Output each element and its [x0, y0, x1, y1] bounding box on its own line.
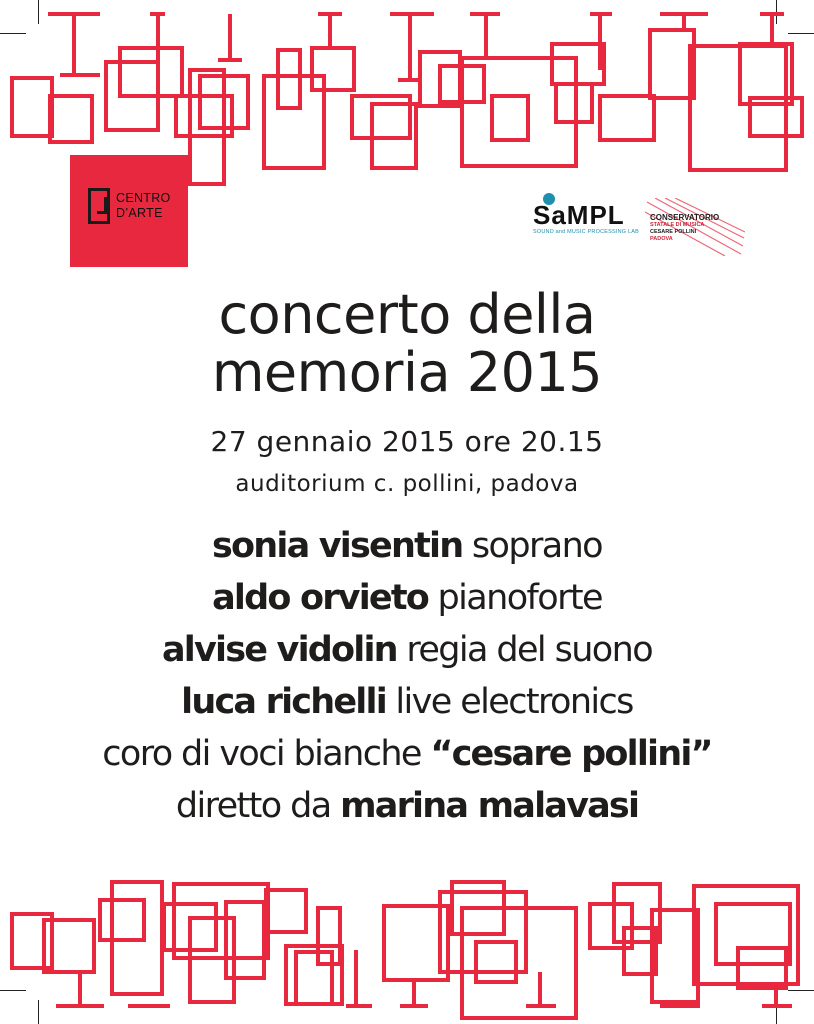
conservatorio-logo [645, 198, 745, 256]
bottom-decorative-squares [0, 860, 814, 1024]
performer-role: pianoforte [437, 578, 602, 618]
sampl-logo [533, 193, 643, 241]
centro-logo-line2: D’ARTE [116, 206, 163, 220]
choir-prefix: coro di voci bianche [102, 734, 421, 774]
performer-name: alvise vidolin [161, 630, 397, 670]
concert-title-line2: memoria 2015 [211, 341, 603, 404]
choir-name: “cesare pollini” [430, 734, 712, 774]
performer-name: aldo orvieto [212, 578, 429, 618]
performer-role: regia del suono [406, 630, 653, 670]
conductor-line [0, 780, 814, 832]
conservatorio-line2: STATALE DI MUSICA [650, 222, 705, 228]
centro-darte-logo [70, 155, 188, 267]
conductor-name: marina malavasi [340, 786, 639, 826]
performer-role: live electronics [395, 682, 633, 722]
choir-line [0, 728, 814, 780]
conservatorio-line1: CONSERVATORIO [650, 213, 720, 222]
conductor-prefix: diretto da [175, 786, 331, 826]
performer-line [0, 676, 814, 728]
concert-title [0, 283, 814, 404]
performer-name: luca richelli [181, 682, 386, 722]
centro-darte-logo-text [116, 191, 171, 221]
event-date-time: 27 gennaio 2015 ore 20.15 [210, 425, 604, 458]
event-venue: auditorium c. pollini, padova [235, 471, 579, 497]
performer-line [0, 520, 814, 572]
performer-name: sonia visentin [212, 526, 463, 566]
conservatorio-logo-text [650, 214, 719, 243]
performer-line [0, 624, 814, 676]
conservatorio-line3: CESARE POLLINI [650, 229, 697, 235]
sampl-logo-subtitle: SOUND and MUSIC PROCESSING LAB [533, 229, 639, 235]
concert-title-line1: concerto della [218, 283, 596, 346]
performer-line [0, 572, 814, 624]
conservatorio-line4: PADOVA [650, 236, 673, 242]
centro-logo-line1: CENTRO [116, 191, 171, 205]
performer-role: soprano [471, 526, 602, 566]
sampl-logo-name: SaMPL [533, 200, 625, 230]
performers-list [0, 520, 814, 832]
centro-darte-mark-icon [88, 188, 110, 224]
